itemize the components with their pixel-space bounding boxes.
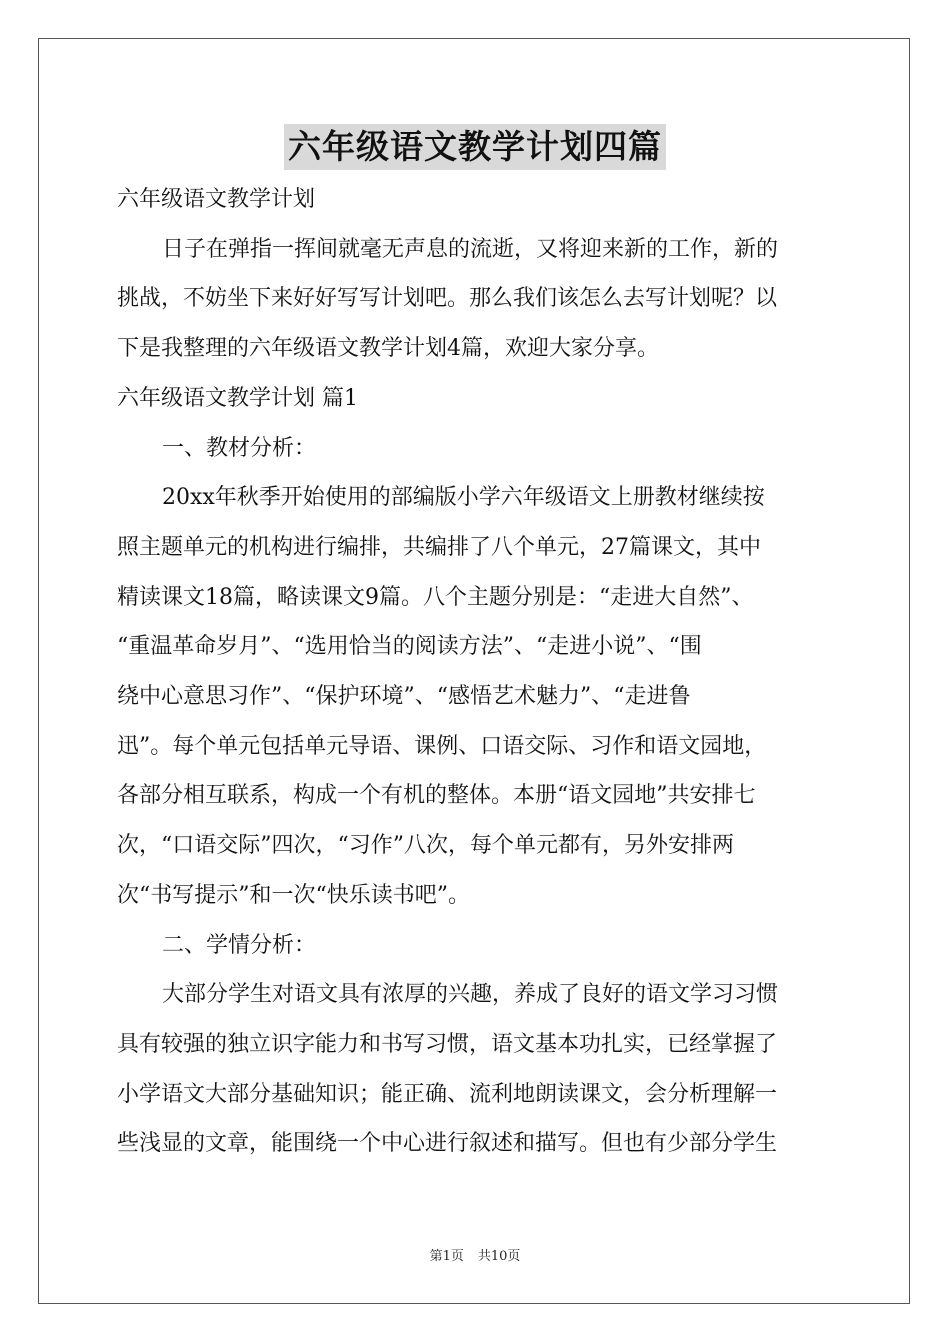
text-line: 六年级语文教学计划 [117, 187, 316, 212]
text-line: 挑战，不妨坐下来好好写写计划吧。那么我们该怎么去写计划呢？以 [117, 286, 778, 312]
text-line: 具有较强的独立识字能力和书写习惯，语文基本功扎实，已经掌握了 [117, 1031, 778, 1057]
text-line: 些浅显的文章，能围绕一个中心进行叙述和描写。但也有少部分学生 [117, 1131, 778, 1157]
text-line: 精读课文18篇，略读课文9篇。八个主题分别是：“走进大自然”、 [117, 584, 754, 610]
page-total: 共10页 [477, 1249, 521, 1264]
document-title: 六年级语文教学计划四篇 [284, 124, 666, 170]
text-line: 绕中心意思习作”、“保护环境”、“感悟艺术魅力”、“走进鲁 [117, 684, 691, 710]
title-container [0, 124, 950, 170]
text-line: 各部分相互联系，构成一个有机的整体。本册“语文园地”共安排七 [117, 783, 756, 809]
text-line: 六年级语文教学计划 篇1 [117, 385, 358, 411]
text-line: 次，“口语交际”四次，“习作”八次，每个单元都有，另外安排两 [117, 833, 734, 859]
text-line: 迅”。每个单元包括单元导语、课例、口语交际、习作和语文园地， [117, 733, 767, 759]
text-line: 下是我整理的六年级语文教学计划4篇，欢迎大家分享。 [117, 336, 659, 362]
page-number: 第1页 [429, 1249, 464, 1264]
text-line: 一、教材分析： [162, 435, 317, 461]
text-line: 20xx年秋季开始使用的部编版小学六年级语文上册教材继续按 [162, 485, 765, 511]
text-line: 日子在弹指一挥间就毫无声息的流逝，又将迎来新的工作，新的 [162, 236, 779, 262]
text-line: 照主题单元的机构进行编排，共编排了八个单元，27篇课文，其中 [117, 534, 761, 560]
page-footer [0, 1245, 950, 1264]
text-line: 小学语文大部分基础知识；能正确、流利地朗读课文，会分析理解一 [117, 1081, 778, 1107]
text-line: 大部分学生对语文具有浓厚的兴趣，养成了良好的语文学习习惯 [162, 982, 779, 1008]
text-line: 二、学情分析： [162, 932, 317, 958]
text-line: 次“书写提示”和一次“快乐读书吧”。 [117, 882, 470, 908]
text-line: “重温革命岁月”、“选用恰当的阅读方法”、“走进小说”、“围 [117, 634, 702, 660]
document-body [117, 175, 837, 1169]
